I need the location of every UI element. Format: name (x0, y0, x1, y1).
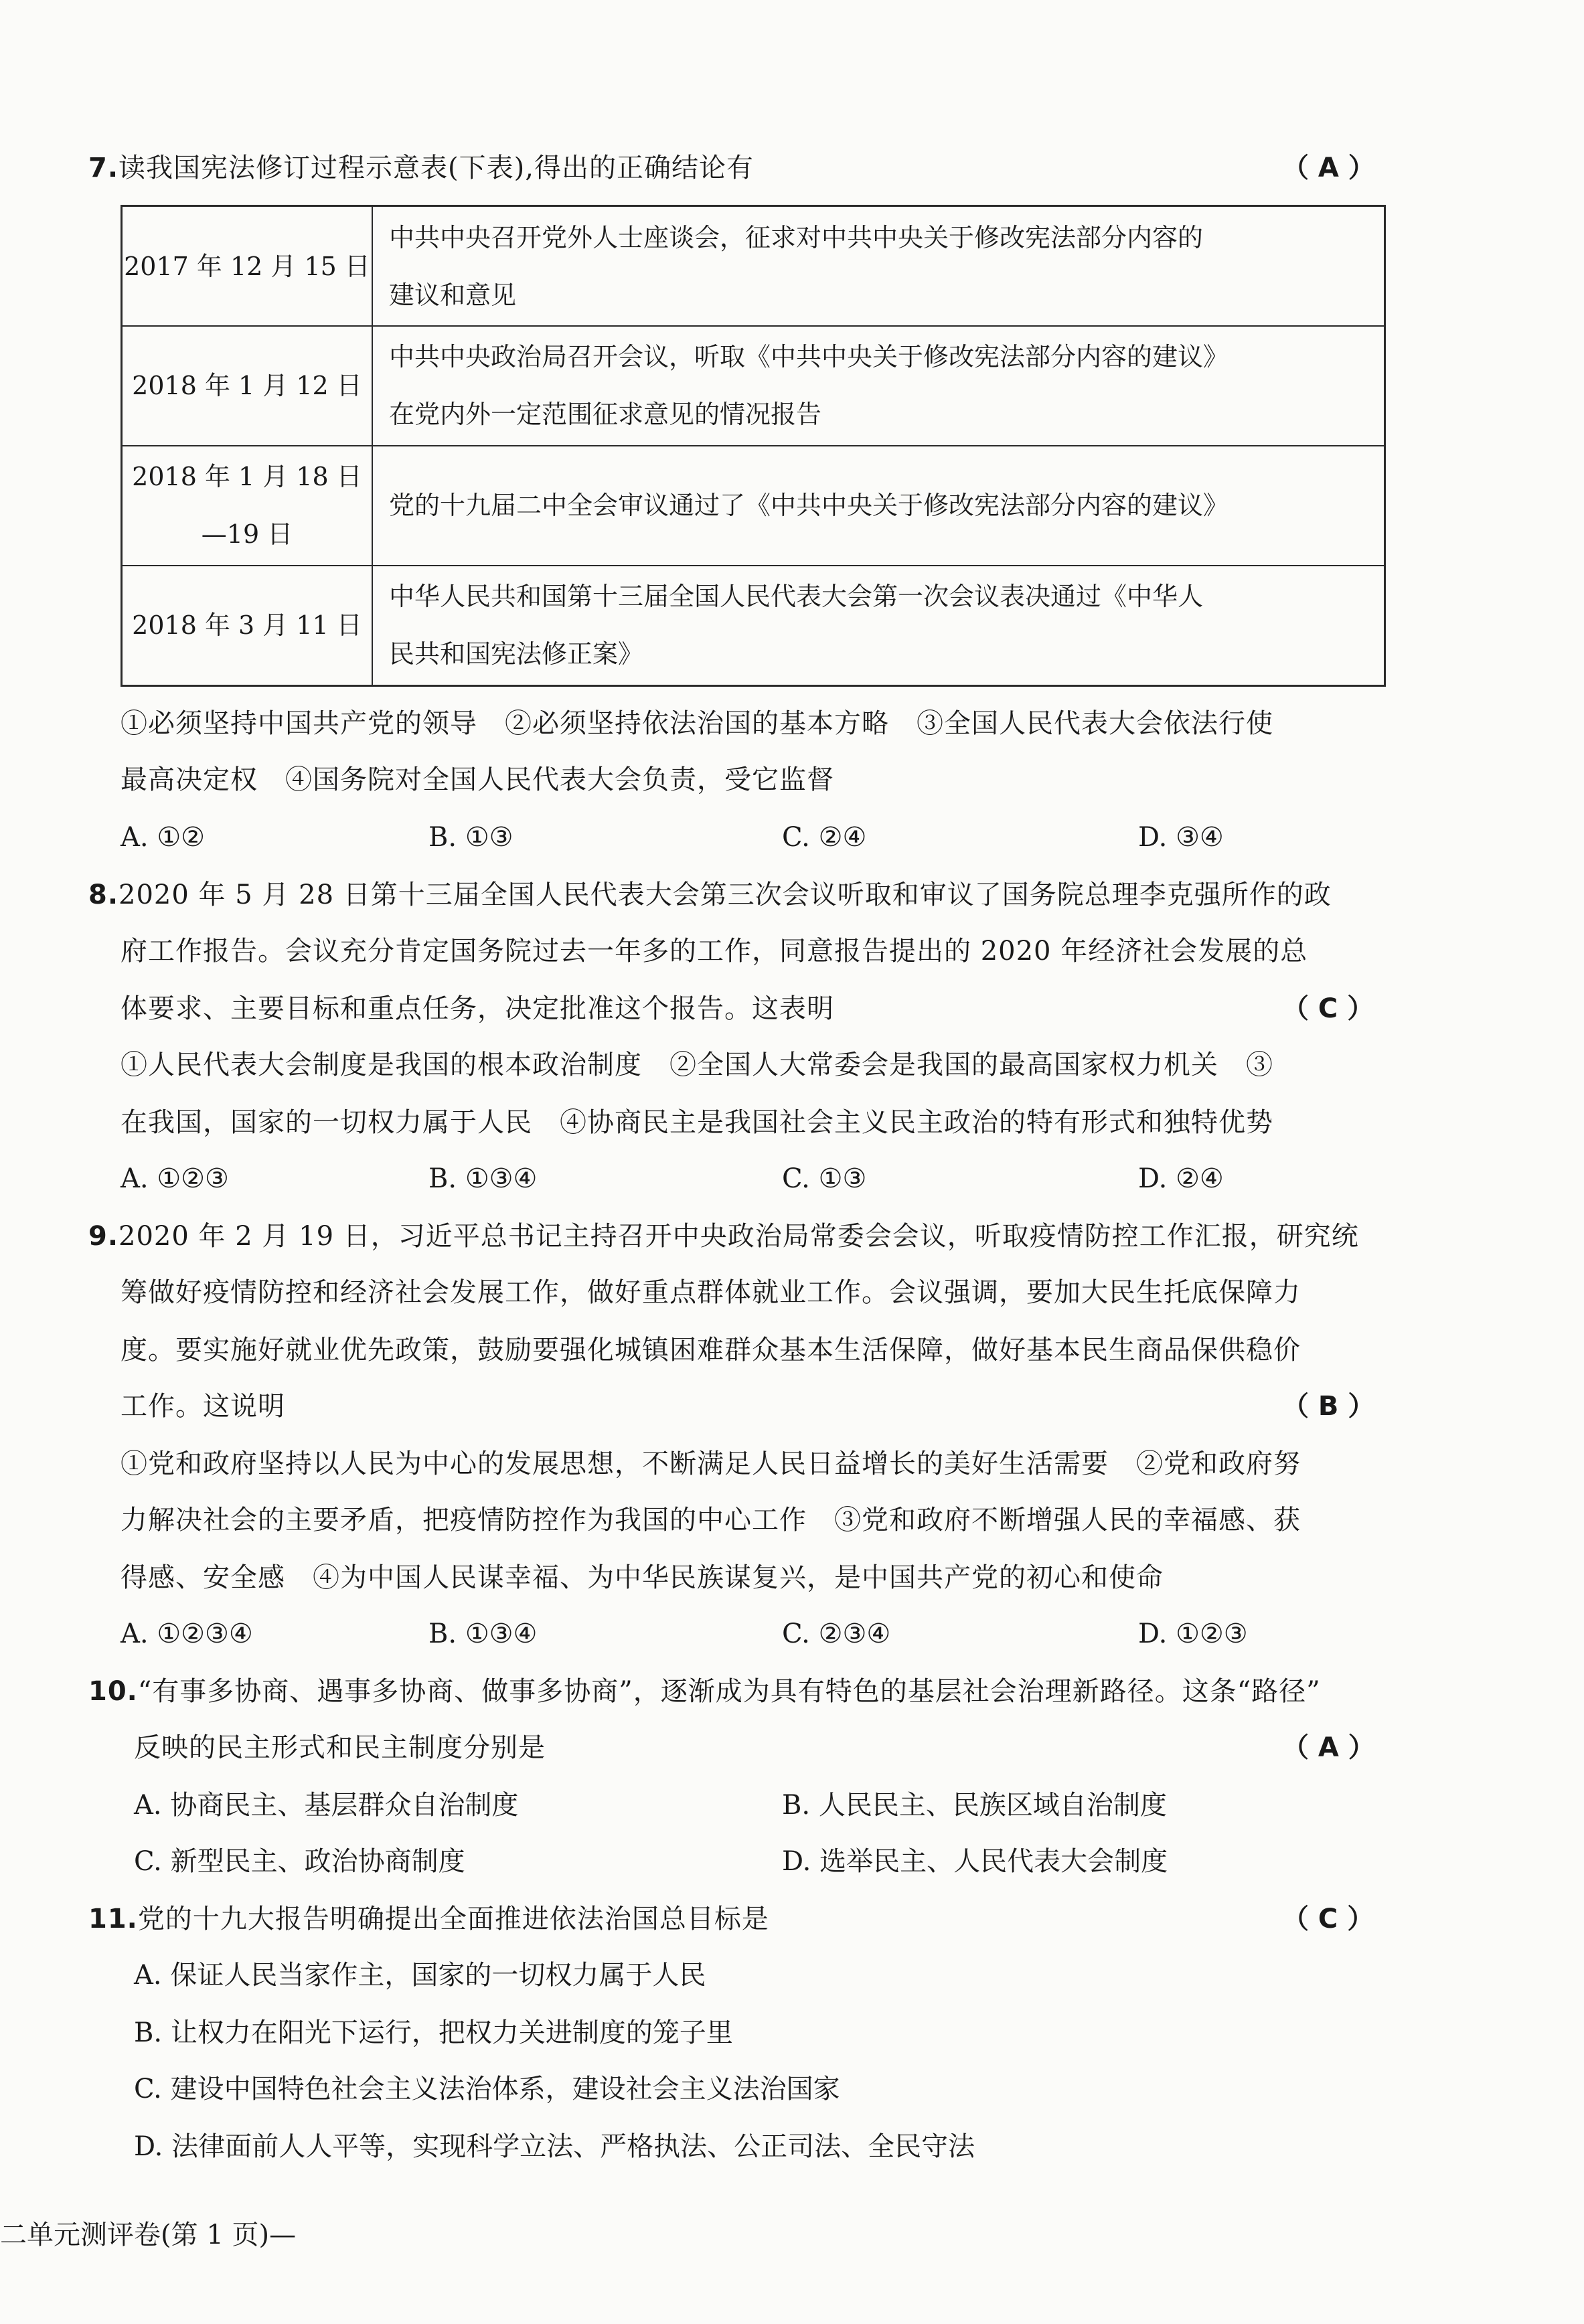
table-date-line: 2018 年 1 月 18 日 (132, 462, 362, 492)
table-row (122, 326, 1385, 446)
table-event-cell (372, 206, 1385, 327)
q8-stem-text: 2020 年 5 月 28 日第十三届全国人民代表大会第三次会议听取和审议了国务院总理李克强所作的政 (118, 880, 1332, 910)
q10-option-d: D. 选举民主、人民代表大会制度 (782, 1846, 1168, 1877)
q9-option-a: A. ①②③④ (121, 1618, 253, 1649)
q9-stem-line: 度。要实施好就业优先政策，鼓励要强化城镇困难群众基本生活保障，做好基本民生商品保供稳价 (121, 1335, 1301, 1365)
q11-stem-line (88, 1900, 769, 1938)
q7-option-a: A. ①② (121, 822, 206, 853)
q10-stem-line (88, 1672, 1321, 1711)
page-footer: 二单元测评卷(第 1 页)— (0, 2220, 297, 2250)
q8-stem-line: 府工作报告。会议充分肯定国务院过去一年多的工作，同意报告提出的 2020 年经济社会发展的总 (121, 936, 1308, 967)
table-event-line: 民共和国宪法修正案》 (389, 639, 644, 669)
q9-option-b: B. ①③④ (428, 1618, 538, 1649)
q11-number: 11. (88, 1904, 138, 1934)
table-event-cell (372, 326, 1385, 446)
table-row (122, 566, 1385, 686)
q7-statement-line: ①必须坚持中国共产党的领导 ②必须坚持依法治国的基本方略 ③全国人民代表大会依法行使 (121, 708, 1273, 739)
q8-statement-line: ①人民代表大会制度是我国的根本政治制度 ②全国人大常委会是我国的最高国家权力机关 ③ (121, 1050, 1273, 1080)
q8-answer: （ C ） (1282, 993, 1374, 1024)
q8-statement-line: 在我国，国家的一切权力属于人民 ④协商民主是我国社会主义民主政治的特有形式和独特优势 (121, 1107, 1273, 1138)
q9-answer: （ B ） (1282, 1391, 1375, 1422)
table-event-line: 建议和意见 (389, 280, 517, 310)
q10-option-a: A. 协商民主、基层群众自治制度 (134, 1790, 519, 1821)
table-event-cell (372, 566, 1385, 686)
table-event-line: 中共中央召开党外人士座谈会，征求对中共中央关于修改宪法部分内容的 (389, 222, 1204, 252)
q9-stem-text: 2020 年 2 月 19 日，习近平总书记主持召开中央政治局常委会会议，听取疫情防控工作汇报，研究统 (118, 1221, 1359, 1252)
q8-option-b: B. ①③④ (428, 1163, 538, 1194)
table-date-cell: 2018 年 1 月 12 日 (122, 326, 373, 446)
q10-number: 10. (88, 1676, 138, 1707)
table-date-cell (122, 446, 373, 566)
q9-stem-line: 工作。这说明 (121, 1391, 285, 1422)
q10-stem-line: 反映的民主形式和民主制度分别是 (134, 1732, 546, 1763)
q10-option-c: C. 新型民主、政治协商制度 (134, 1846, 465, 1877)
q7-answer: （ A ） (1282, 153, 1375, 183)
q11-option-b: B. 让权力在阳光下运行，把权力关进制度的笼子里 (134, 2017, 733, 2048)
table-event-cell: 党的十九届二中全会审议通过了《中共中央关于修改宪法部分内容的建议》 (372, 446, 1385, 566)
q9-option-d: D. ①②③ (1138, 1618, 1248, 1649)
table-date-cell: 2017 年 12 月 15 日 (122, 206, 373, 327)
q7-number: 7. (88, 153, 119, 183)
q8-number: 8. (88, 880, 119, 910)
q10-stem-text: “有事多协商、遇事多协商、做事多协商”，逐渐成为具有特色的基层社会治理新路径。这条“路径” (137, 1676, 1321, 1707)
q11-option-c: C. 建设中国特色社会主义法治体系，建设社会主义法治国家 (134, 2074, 840, 2104)
q10-option-b: B. 人民民主、民族区域自治制度 (782, 1790, 1167, 1821)
q9-option-c: C. ②③④ (782, 1618, 891, 1649)
table-date-cell: 2018 年 3 月 11 日 (122, 566, 373, 686)
q8-option-a: A. ①②③ (121, 1163, 229, 1194)
q9-number: 9. (88, 1221, 119, 1252)
table-date-line: —19 日 (201, 519, 293, 550)
q8-stem-line (88, 876, 1332, 914)
table-event-line: 在党内外一定范围征求意见的情况报告 (389, 400, 822, 430)
q9-stem-line: 筹做好疫情防控和经济社会发展工作，做好重点群体就业工作。会议强调，要加大民生托底保障力 (121, 1277, 1301, 1308)
table-row (122, 446, 1385, 566)
q9-statement-line: 得感、安全感 ④为中国人民谋幸福、为中华民族谋复兴，是中国共产党的初心和使命 (121, 1562, 1164, 1593)
q10-answer: （ A ） (1282, 1732, 1375, 1763)
q7-option-d: D. ③④ (1138, 822, 1224, 853)
q7-statement-line: 最高决定权 ④国务院对全国人民代表大会负责，受它监督 (121, 764, 834, 795)
q7-constitution-table (121, 205, 1386, 687)
q7-option-c: C. ②④ (782, 822, 867, 853)
q9-statement-line: ①党和政府坚持以人民为中心的发展思想，不断满足人民日益增长的美好生活需要 ②党和政府努 (121, 1448, 1301, 1479)
q7-stem-line (88, 149, 754, 187)
q9-statement-line: 力解决社会的主要矛盾，把疫情防控作为我国的中心工作 ③党和政府不断增强人民的幸福感、获 (121, 1505, 1301, 1536)
q11-answer: （ C ） (1282, 1904, 1374, 1934)
q9-stem-line (88, 1217, 1359, 1256)
q8-stem-line: 体要求、主要目标和重点任务，决定批准这个报告。这表明 (121, 993, 834, 1024)
q7-option-b: B. ①③ (428, 822, 513, 853)
q8-option-c: C. ①③ (782, 1163, 867, 1194)
q8-option-d: D. ②④ (1138, 1163, 1224, 1194)
q7-stem: 读我国宪法修订过程示意表(下表),得出的正确结论有 (118, 153, 754, 183)
table-event-line: 中华人民共和国第十三届全国人民代表大会第一次会议表决通过《中华人 (389, 582, 1204, 612)
q11-option-a: A. 保证人民当家作主，国家的一切权力属于人民 (134, 1960, 706, 1991)
q11-option-d: D. 法律面前人人平等，实现科学立法、严格执法、公正司法、全民守法 (134, 2131, 975, 2162)
table-row (122, 206, 1385, 327)
table-event-line: 中共中央政治局召开会议，听取《中共中央关于修改宪法部分内容的建议》 (389, 342, 1229, 372)
q11-stem-text: 党的十九大报告明确提出全面推进依法治国总目标是 (137, 1904, 769, 1934)
